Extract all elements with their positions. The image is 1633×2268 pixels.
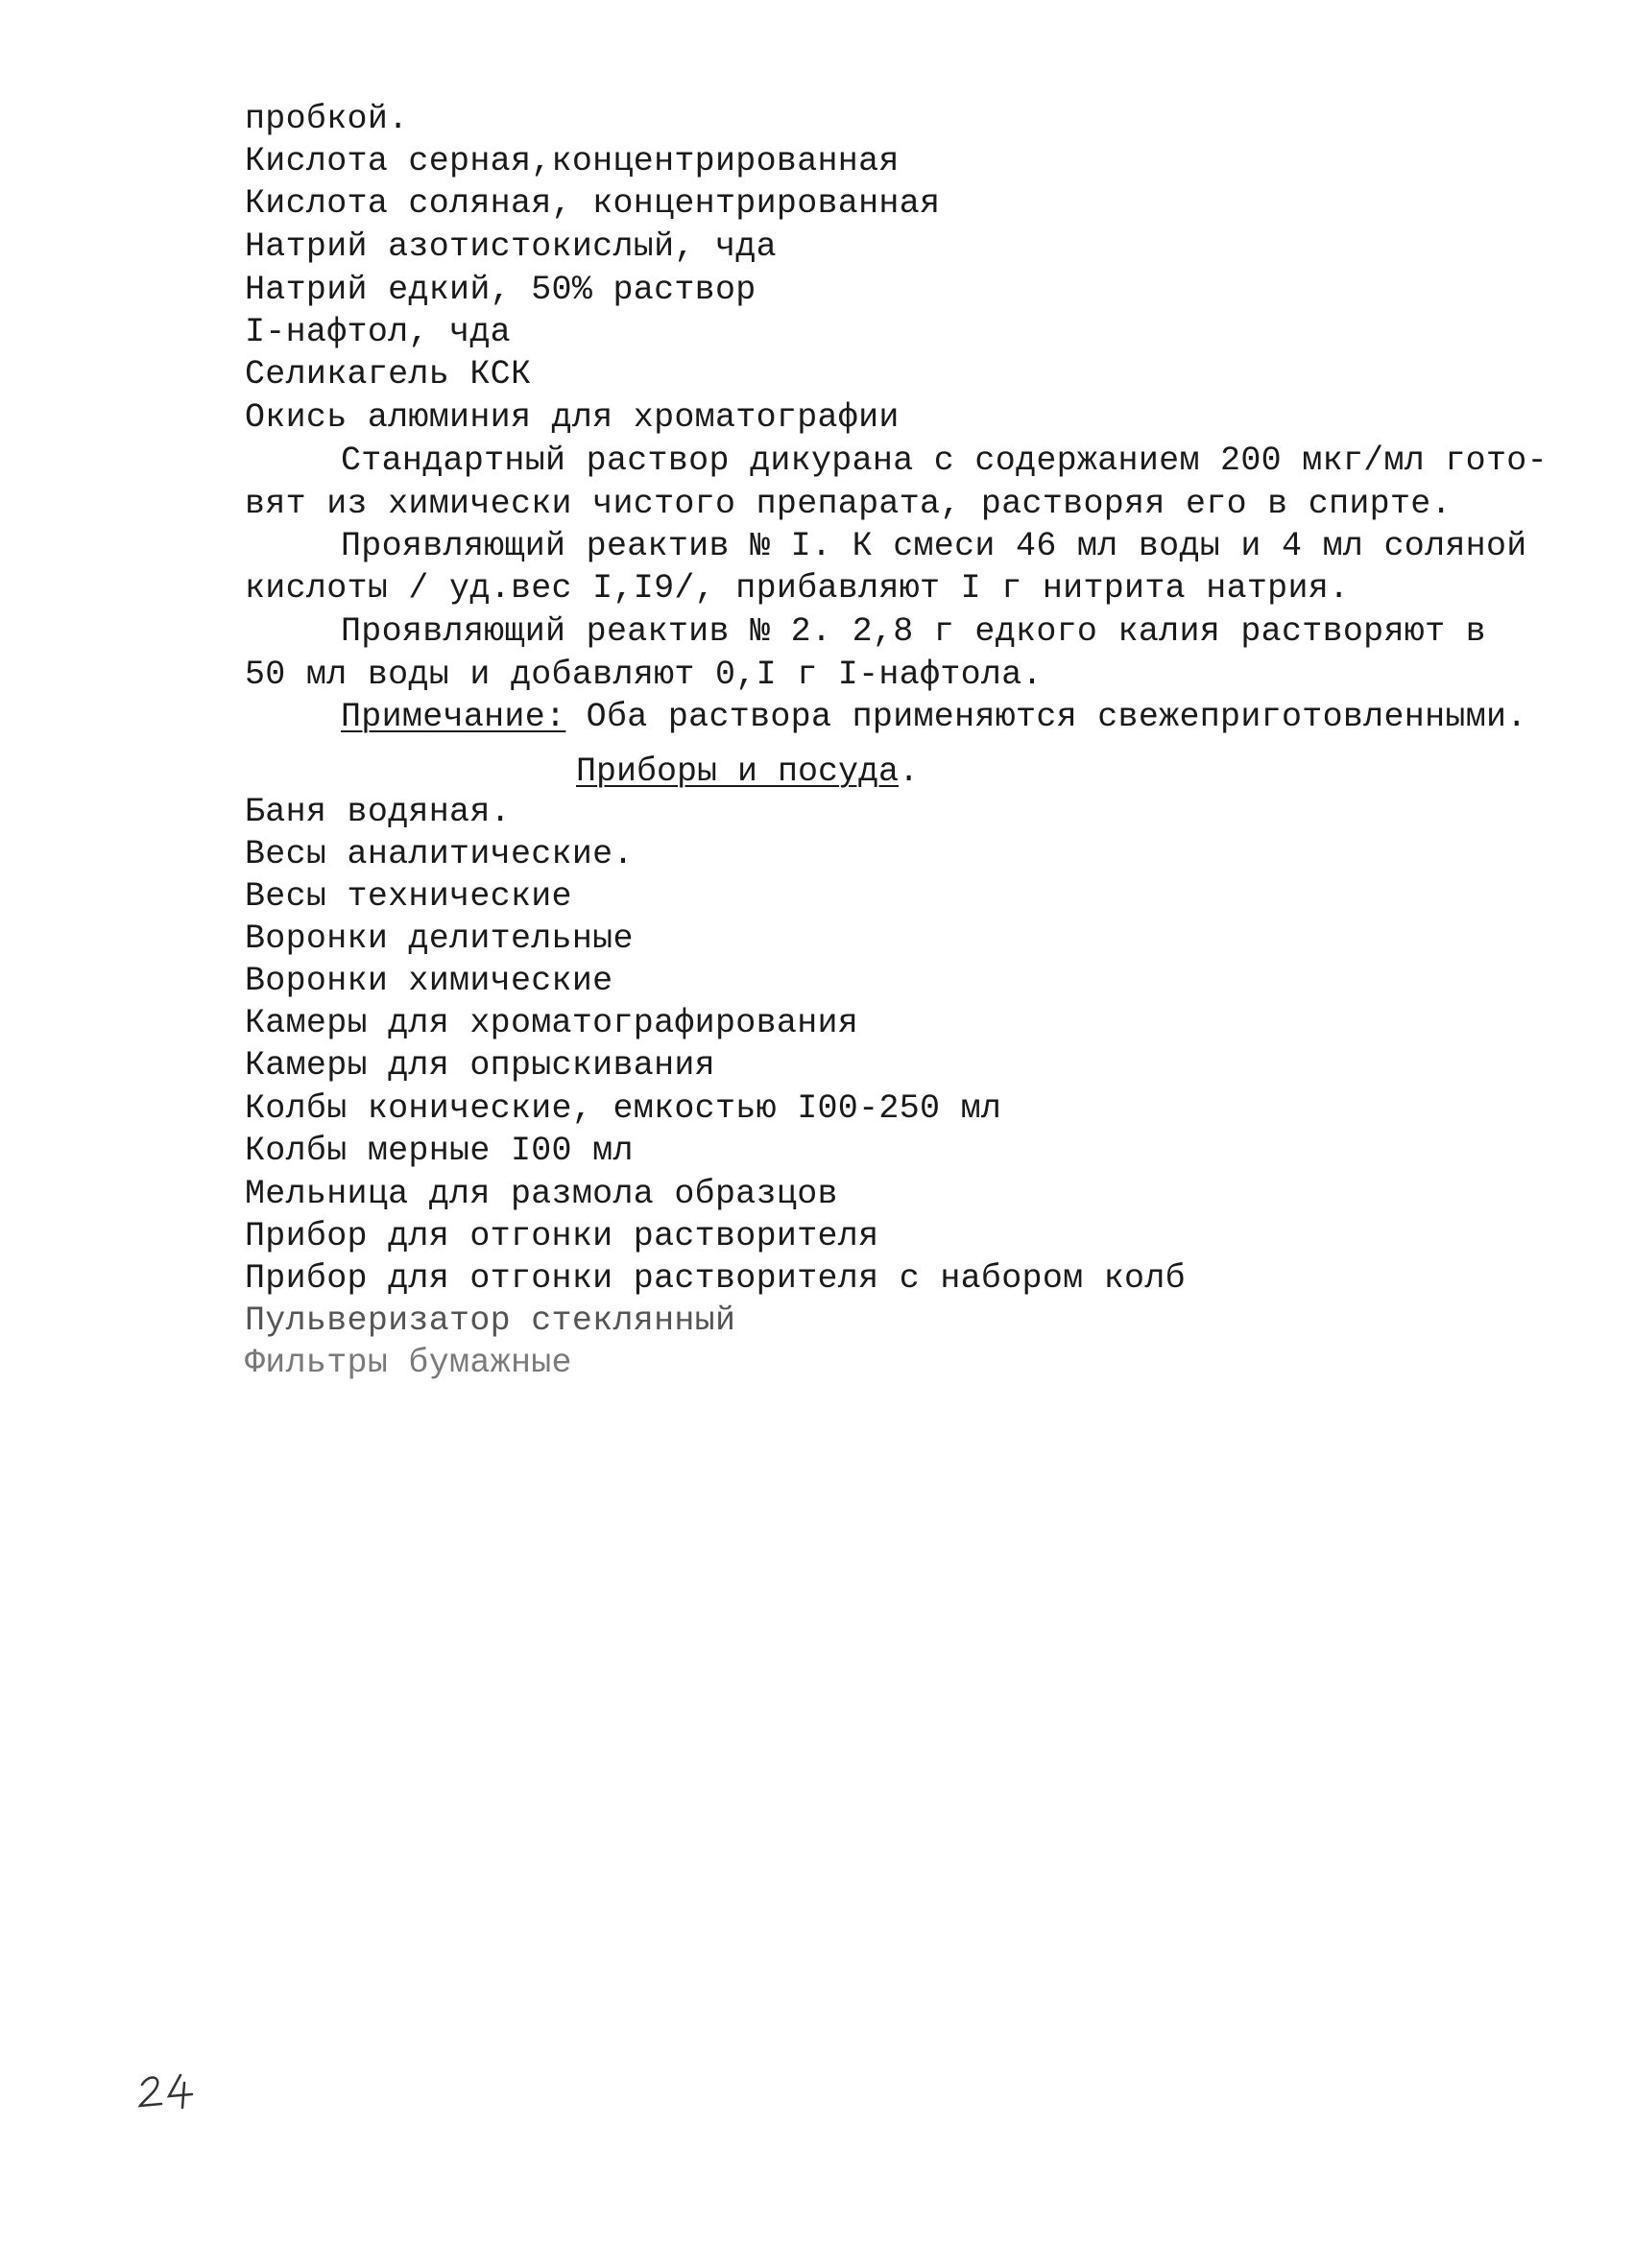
reagent-item: Окись алюминия для хроматографии <box>245 398 900 437</box>
equipment-heading-text: Приборы и посуда <box>576 752 900 791</box>
reagent-item: пробкой. <box>245 100 409 138</box>
equipment-item: Камеры для хроматографирования <box>245 1004 859 1042</box>
note-label: Примечание: <box>341 698 566 736</box>
standard-solution-line2: вят из химически чистого препарата, растворяя его в спирте. <box>245 485 1452 523</box>
reagent-item: Натрий азотистокислый, чда <box>245 227 777 266</box>
equipment-item: Весы аналитические. <box>245 835 634 873</box>
equipment-item: Прибор для отгонки растворителя <box>245 1217 879 1255</box>
equipment-item: Воронки химические <box>245 962 613 1000</box>
handwritten-page-mark <box>134 2064 211 2112</box>
reagent-item: Кислота соляная, концентрированная <box>245 184 941 223</box>
reagent-item: Селикагель КСК <box>245 355 532 394</box>
equipment-item: Мельница для размола образцов <box>245 1175 838 1213</box>
reagent1-line2: кислоты / уд.вес I,I9/, прибавляют I г нитрита натрия. <box>245 569 1350 608</box>
equipment-item: Фильтры бумажные <box>245 1344 572 1382</box>
equipment-item: Колбы конические, емкостью I00-250 мл <box>245 1089 1002 1128</box>
equipment-item: Воронки делительные <box>245 919 634 958</box>
note-paragraph <box>341 696 1527 738</box>
reagent-item: Натрий едкий, 50% раствор <box>245 271 756 309</box>
equipment-item: Баня водяная. <box>245 793 511 831</box>
equipment-item: Пульверизатор стеклянный <box>245 1301 736 1340</box>
equipment-heading <box>576 751 919 793</box>
equipment-item: Прибор для отгонки растворителя с набором колб <box>245 1259 1186 1298</box>
equipment-item: Камеры для опрыскивания <box>245 1046 715 1085</box>
equipment-heading-end: . <box>899 752 920 791</box>
note-text: Оба раствора применяются свежеприготовленными. <box>565 698 1527 736</box>
reagent2-line2: 50 мл воды и добавляют 0,I г I-нафтола. <box>245 656 1043 694</box>
equipment-item: Весы технические <box>245 877 572 916</box>
reagent2-line1: Проявляющий реактив № 2. 2,8 г едкого калия растворяют в <box>341 612 1486 651</box>
reagent1-line1: Проявляющий реактив № I. К смеси 46 мл воды и 4 мл соляной <box>341 527 1527 565</box>
reagent-item: I-нафтол, чда <box>245 313 511 351</box>
equipment-item: Колбы мерные I00 мл <box>245 1132 634 1170</box>
reagent-item: Кислота серная,концентрированная <box>245 142 900 180</box>
standard-solution-line1: Стандартный раствор дикурана с содержанием 200 мкг/мл гото- <box>341 442 1548 480</box>
